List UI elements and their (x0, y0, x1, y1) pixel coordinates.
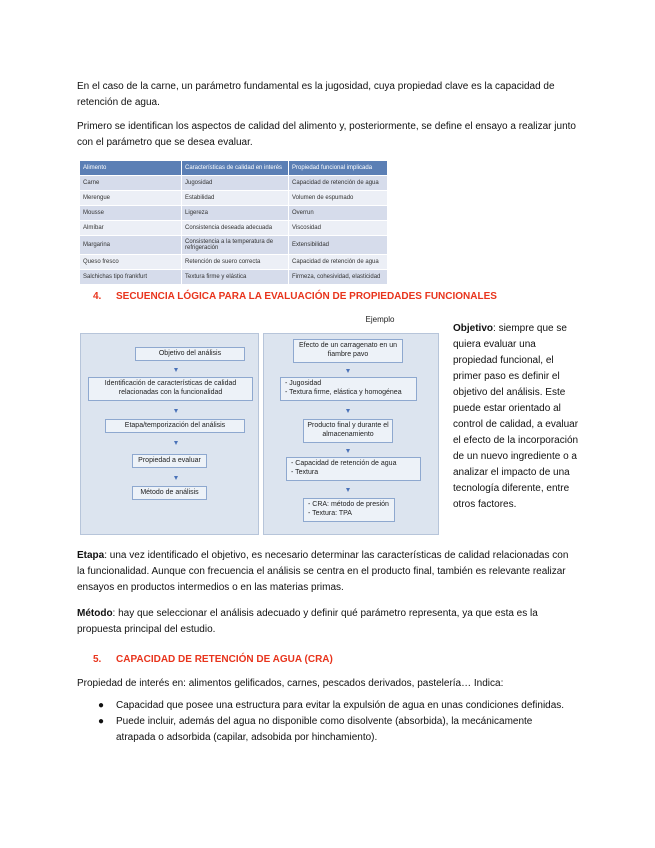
table-cell: Ligereza (182, 206, 289, 221)
example-line: - Textura (291, 469, 319, 476)
step-objective: Objetivo del análisis (135, 347, 245, 361)
section-number: 5. (93, 654, 102, 665)
paragraph-metodo (77, 606, 577, 638)
list-item (77, 698, 567, 714)
step-identification: Identificación de características de calidad relacionadas con la funcionalidad (88, 377, 253, 401)
table-cell: Carne (80, 176, 182, 191)
example-line: - CRA: método de presión (308, 501, 389, 508)
diagram-left-panel (80, 333, 259, 535)
quality-table (80, 161, 388, 284)
table-cell: Almíbar (80, 221, 182, 236)
table-cell: Firmeza, cohesividad, elasticidad (289, 270, 388, 285)
table-cell: Capacidad de retención de agua (289, 255, 388, 270)
objective-text: : siempre que se quiera evaluar una propiedad funcional, el primer paso es definir el objetivo del análisis. Este puede estar orientado al control de calidad, a evaluar el efecto de la incorporación de un nuevo ingrediente o a analizar el impacto de una tecnología diferente, entre otros factores. (453, 323, 579, 510)
table-cell: Consistencia deseada adecuada (182, 221, 289, 236)
etapa-label: Etapa (77, 550, 105, 561)
list-item-text: Puede incluir, además del agua no disponible como disolvente (absorbida), la mecánicamente atrapada o adsorbida (capilar, adsobida por hinchamiento). (116, 716, 533, 743)
table-row (80, 191, 388, 206)
section-heading-4 (93, 291, 497, 302)
table-cell: Mousse (80, 206, 182, 221)
arrow-down-icon (346, 369, 350, 373)
arrow-down-icon (346, 449, 350, 453)
paragraph-intro: En el caso de la carne, un parámetro fundamental es la jugosidad, cuya propiedad clave es la capacidad de retención de agua. (77, 81, 555, 108)
arrow-down-icon (174, 368, 178, 372)
example-line: - Capacidad de retención de agua (291, 460, 397, 467)
arrow-down-icon (174, 441, 178, 445)
example-property (286, 457, 421, 481)
example-line: - Textura: TPA (308, 510, 352, 517)
table-cell: Overrun (289, 206, 388, 221)
example-method (303, 498, 395, 522)
table-cell: Salchichas tipo frankfurt (80, 270, 182, 285)
arrow-down-icon (174, 476, 178, 480)
arrow-down-icon (174, 409, 178, 413)
table-header: Propiedad funcional implicada (289, 161, 388, 176)
objective-description (453, 321, 579, 513)
example-characteristics (280, 377, 417, 401)
table-row (80, 221, 388, 236)
metodo-text: : hay que seleccionar el análisis adecuado y definir qué parámetro representa, ya que esta es la propuesta principal del estudio. (77, 608, 538, 635)
table-cell: Textura firme y elástica (182, 270, 289, 285)
table-row (80, 206, 388, 221)
table-cell: Capacidad de retención de agua (289, 176, 388, 191)
step-method: Método de análisis (132, 486, 207, 500)
objective-label: Objetivo (453, 323, 494, 334)
section-title: SECUENCIA LÓGICA PARA LA EVALUACIÓN DE PROPIEDADES FUNCIONALES (116, 291, 497, 302)
section-number: 4. (93, 291, 102, 302)
table-cell: Margarina (80, 236, 182, 255)
table-cell: Jugosidad (182, 176, 289, 191)
table-row (80, 236, 388, 255)
arrow-down-icon (346, 488, 350, 492)
etapa-text: : una vez identificado el objetivo, es necesario determinar las características de calidad relacionadas con la funcionalidad. Aunque con frecuencia el análisis se centra en el producto final, también es relevante realizar ensayos en productos intermedios o en las materias primas. (77, 550, 569, 593)
table-cell: Queso fresco (80, 255, 182, 270)
table-cell: Consistencia a la temperatura de refrigeración (182, 236, 289, 255)
table-cell: Estabilidad (182, 191, 289, 206)
table-header: Características de calidad en interés (182, 161, 289, 176)
step-property: Propiedad a evaluar (132, 454, 207, 468)
table-row (80, 270, 388, 285)
table-row (80, 176, 388, 191)
list-item-text: Capacidad que posee una estructura para evitar la expulsión de agua en unas condiciones definidas. (116, 700, 565, 711)
metodo-label: Método (77, 608, 113, 619)
arrow-down-icon (346, 409, 350, 413)
example-stage: Producto final y durante el almacenamiento (303, 419, 393, 443)
table-cell: Merengue (80, 191, 182, 206)
section-title: CAPACIDAD DE RETENCIÓN DE AGUA (CRA) (116, 654, 333, 665)
example-line: - Textura firme, elástica y homogénea (285, 389, 402, 396)
table-cell: Volumen de espumado (289, 191, 388, 206)
table-header: Alimento (80, 161, 182, 176)
cra-bullet-list (77, 698, 567, 746)
example-label: Ejemplo (365, 315, 395, 324)
bullet-icon: ● (98, 700, 105, 711)
table-header-row (80, 161, 388, 176)
sequence-diagram (80, 315, 437, 533)
table-cell: Extensibilidad (289, 236, 388, 255)
step-stage: Etapa/temporización del análisis (105, 419, 245, 433)
example-objective: Efecto de un carragenato en un fiambre pavo (293, 339, 403, 363)
table-row (80, 255, 388, 270)
section-heading-5 (93, 654, 333, 665)
bullet-icon: ● (98, 716, 105, 727)
paragraph-etapa (77, 548, 577, 596)
table-cell: Viscosidad (289, 221, 388, 236)
paragraph-procedure: Primero se identifican los aspectos de calidad del alimento y, posteriormente, se define el ensayo a realizar junto con el parámetro que se desea evaluar. (77, 121, 576, 148)
paragraph-interest: Propiedad de interés en: alimentos gelificados, carnes, pescados derivados, pastelería… Indica: (77, 678, 504, 689)
list-item (77, 714, 567, 746)
table-cell: Retención de suero correcta (182, 255, 289, 270)
example-line: - Jugosidad (285, 380, 322, 387)
